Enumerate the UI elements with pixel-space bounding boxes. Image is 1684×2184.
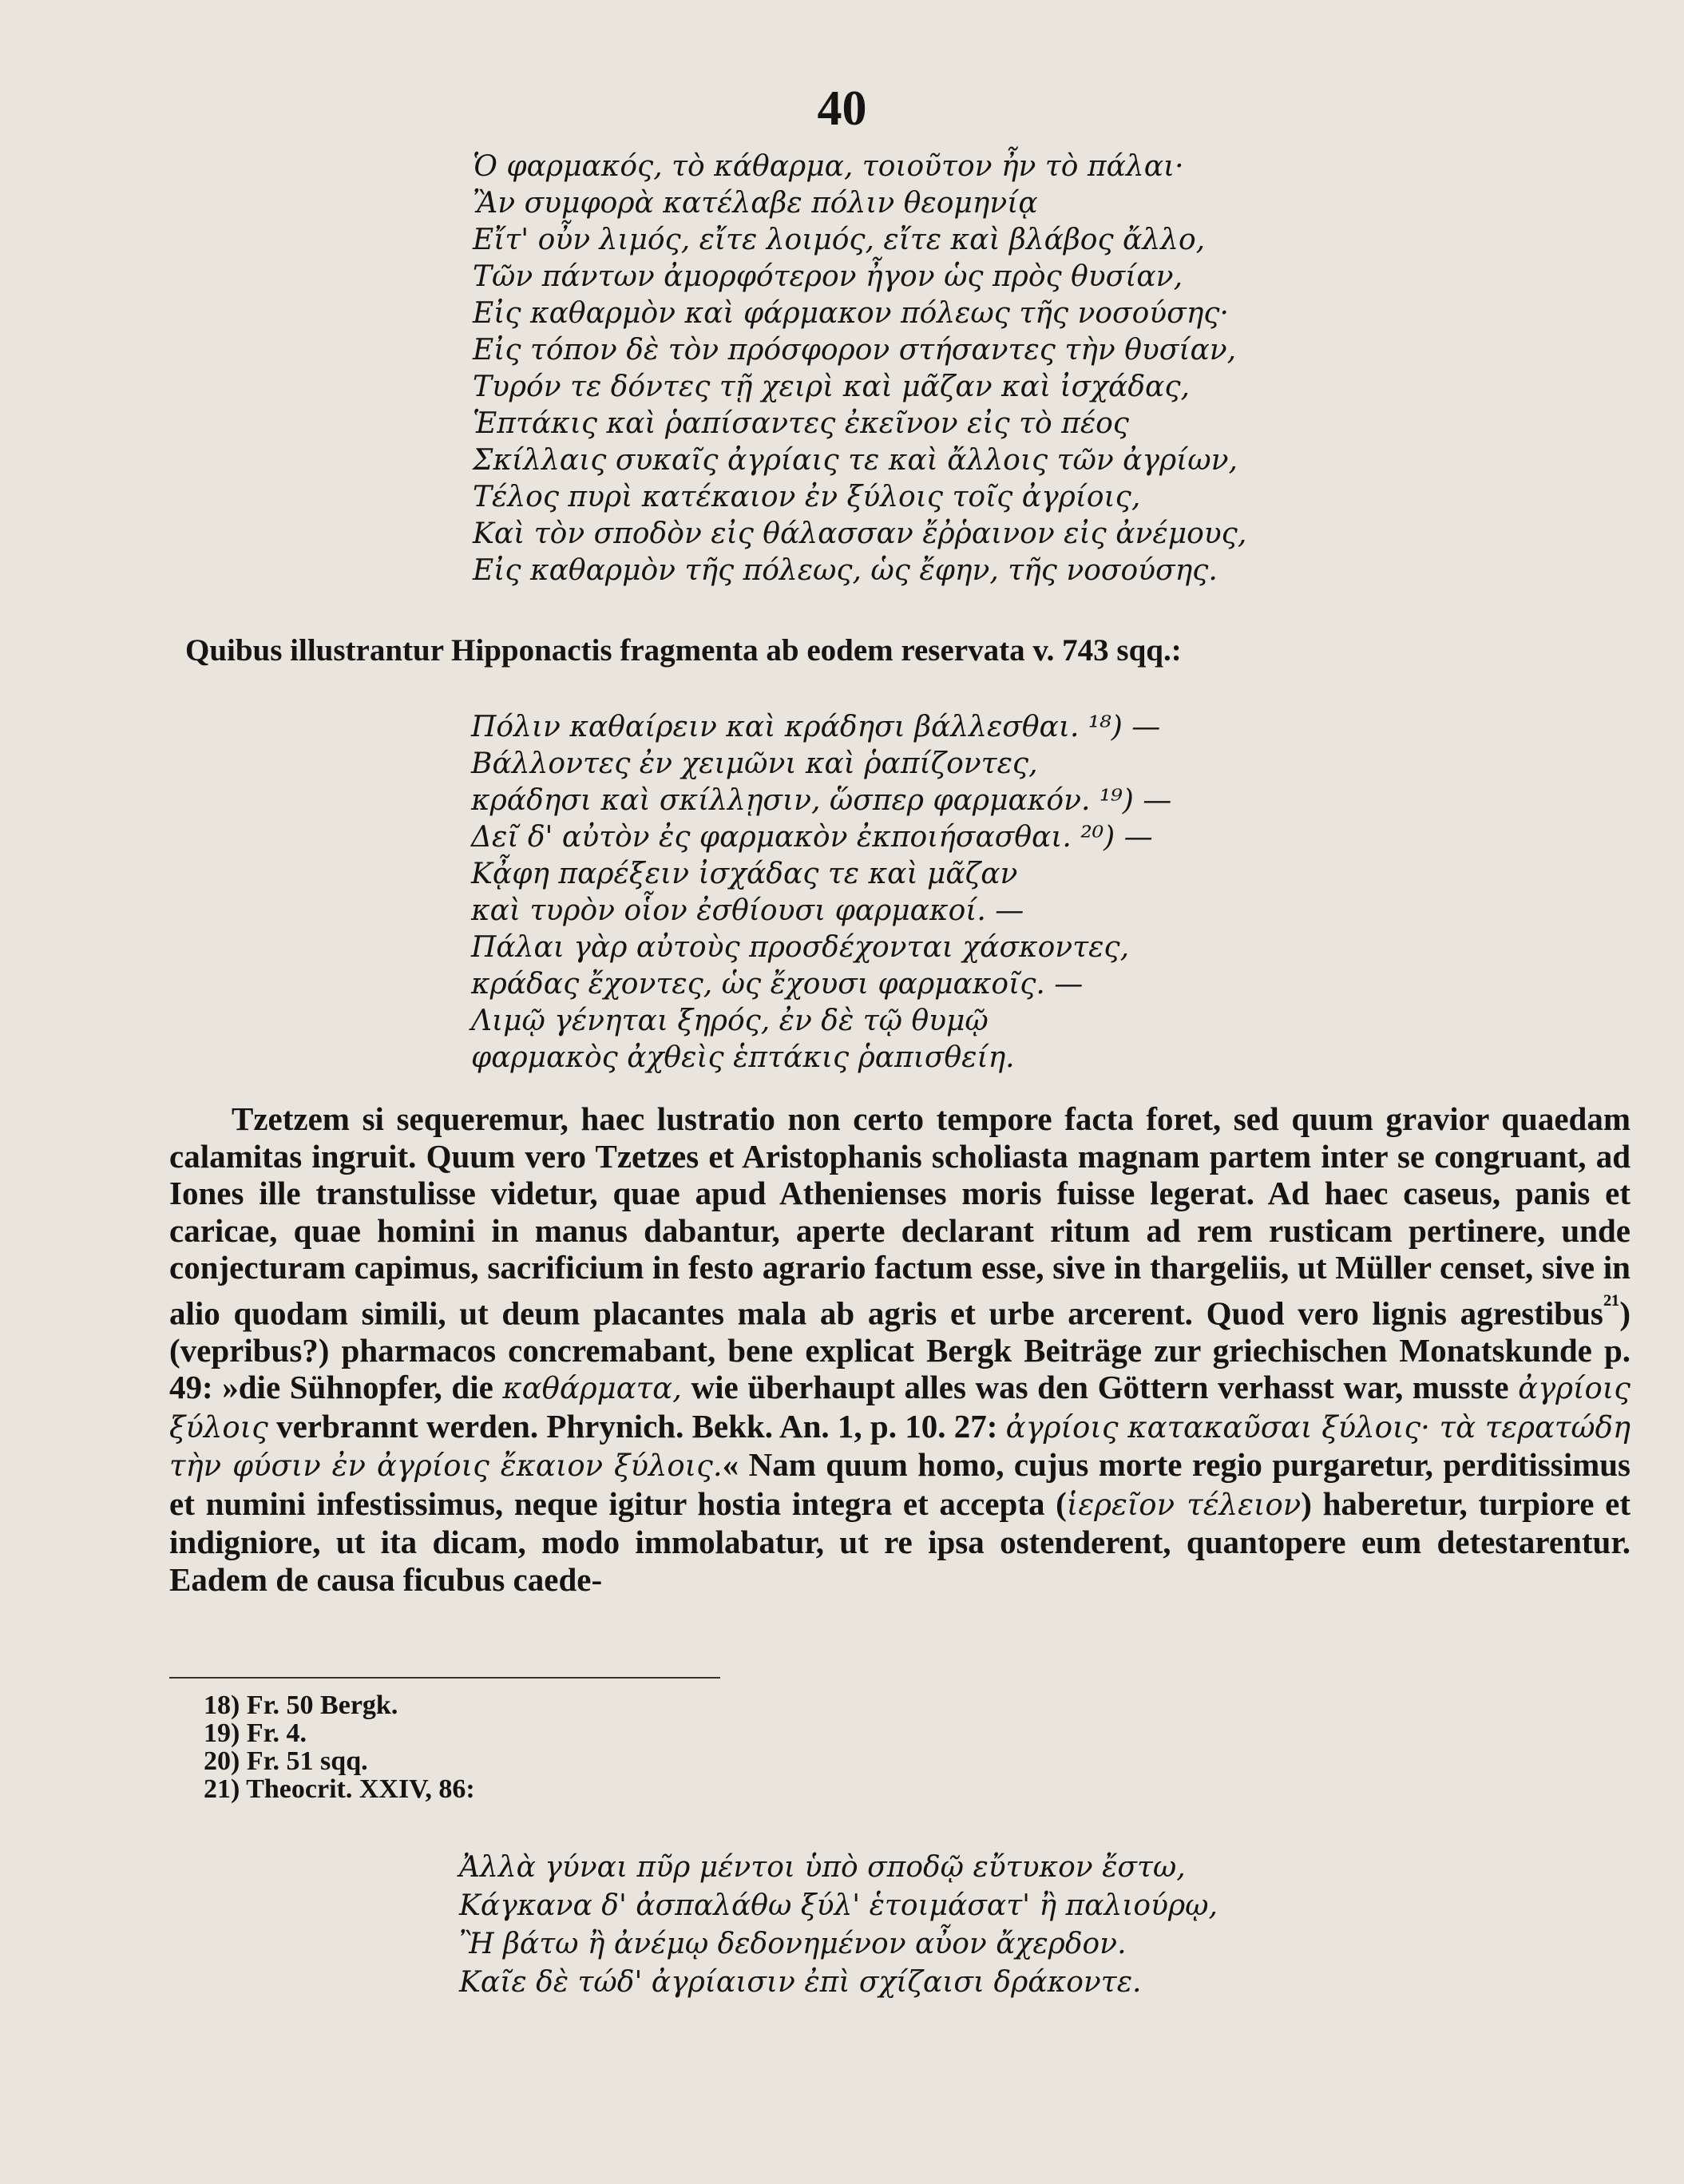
text-run: ) haberetur, turpiore et indigniore, ut ita dicam, modo immolabatur, ut re ipsa ostenderent, quantopere eum detestarentur. Eadem de causa ficubus caede- — [169, 1484, 1631, 1598]
verse-line: Εἰς καθαρμὸν τῆς πόλεως, ὡς ἔφην, τῆς νοσούσης. — [473, 554, 1218, 587]
verse-line: Εἰς τόπον δὲ τὸν πρόσφορον στήσαντες τὴν θυσίαν, — [473, 334, 1237, 367]
verse-line: Πόλιν καθαίρειν καὶ κράδησι βάλλεσθαι. ¹⁸) — — [471, 711, 1161, 743]
verse-line: Ἑπτάκις καὶ ῥαπίσαντες ἐκεῖνον εἰς τὸ πέος — [473, 407, 1129, 440]
verse-line: Καὶ τὸν σποδὸν εἰς θάλασσαν ἔῤῥαινον εἰς ἀνέμους, — [473, 517, 1247, 550]
footnotes — [204, 1691, 475, 1803]
text-run: ) (vepribus?) pharmacos concremabant, bene explicat Bergk Beiträge zur griechischen Monatskunde p. 49: »die Sühnopfer, die — [169, 1294, 1631, 1406]
verse-line: Κᾆφη παρέξειν ἰσχάδας τε καὶ μᾶζαν — [471, 858, 1018, 890]
body-paragraph — [169, 1100, 1631, 1598]
verse-line: Ἂν συμφορὰ κατέλαβε πόλιν θεομηνίᾳ — [473, 187, 1038, 220]
greek-quote: ἀγρίοις ξύλοις — [169, 1371, 1631, 1445]
verse-line: Ἀλλὰ γύναι πῦρ μέντοι ὑπὸ σποδῷ εὔτυκον ἔστω, — [459, 1851, 1186, 1884]
text-run: « Nam quum homo, cujus morte regio purgaretur, perditissimus et numini infestissimus, neque igitur hostia integra et accepta ( — [169, 1446, 1631, 1522]
verse-line: καὶ τυρὸν οἷον ἐσθίουσι φαρμακοί. — — [471, 894, 1024, 927]
intro-line: Quibus illustrantur Hipponactis fragmenta ab eodem reservata v. 743 sqq.: — [185, 633, 1182, 668]
footnote-divider — [169, 1677, 720, 1679]
footnote: 19) Fr. 4. — [204, 1718, 307, 1748]
greek-quote: καθάρματα, — [502, 1371, 682, 1406]
page-number: 40 — [817, 81, 867, 136]
verse-line: Ἢ βάτω ἢ ἀνέμῳ δεδονημένον αὖον ἄχερδον. — [459, 1928, 1127, 1960]
greek-quote: ἀγρίοις κατακαῦσαι ξύλοις· τὰ τερατώδη τὴν φύσιν ἐν ἀγρίοις ἔκαιον ξύλοις. — [169, 1409, 1631, 1484]
text-run: verbrannt werden. Phrynich. Bekk. An. 1, p. 10. 27: — [276, 1407, 998, 1445]
verse-line: Κάγκανα δ' ἀσπαλάθω ξύλ' ἑτοιμάσατ' ἢ παλιούρῳ, — [459, 1889, 1218, 1922]
footnote-ref-21: ²¹ — [1603, 1289, 1620, 1319]
verse-line: Τυρόν τε δόντες τῇ χειρὶ καὶ μᾶζαν καὶ ἰσχάδας, — [473, 371, 1190, 403]
verse-line: Βάλλοντες ἐν χειμῶνι καὶ ῥαπίζοντες, — [471, 747, 1038, 780]
verse-line: Εἴτ' οὖν λιμός, εἴτε λοιμός, εἴτε καὶ βλάβος ἄλλο, — [473, 224, 1206, 256]
footnote: 20) Fr. 51 sqq. — [204, 1746, 368, 1776]
verse-line: Ὁ φαρμακός, τὸ κάθαρμα, τοιοῦτον ἦν τὸ πάλαι· — [473, 150, 1184, 183]
footnote: 21) Theocrit. XXIV, 86: — [204, 1774, 475, 1804]
verse-line: Καῖε δὲ τώδ' ἀγρίαισιν ἐπὶ σχίζαισι δράκοντε. — [459, 1966, 1142, 1999]
verse-line: Τέλος πυρὶ κατέκαιον ἐν ξύλοις τοῖς ἀγρίοις, — [473, 481, 1141, 513]
footnote: 18) Fr. 50 Bergk. — [204, 1691, 398, 1720]
text-run: Tzetzem si sequeremur, haec lustratio non certo tempore facta foret, sed quum gravior quaedam calamitas ingruit. Quum vero Tzetzes et Aristophanis scholiasta magnam partem inter se congruant, ad Iones ille transtulisse videtur, quae apud Athenienses moris fuisse legerat. Ad haec caseus, panis et caricae, quae homini in manus dabantur, aperte declarant ritum ad rem rusticam pertinere, unde conjecturam capimus, sacrificium in festo agrario factum esse, sive in thargeliis, ut Müller censet, sive in alio quodam simili, ut deum placantes mala ab agris et urbe arcerent. Quod vero lignis agrestibus — [169, 1100, 1631, 1332]
verse-line: κράδας ἔχοντες, ὡς ἔχουσι φαρμακοῖς. — — [471, 968, 1084, 1001]
verse-line: φαρμακὸς ἀχθεὶς ἑπτάκις ῥαπισθείη. — [471, 1041, 1015, 1074]
verse-line: Λιμῷ γένηται ξηρός, ἐν δὲ τῷ θυμῷ — [471, 1005, 989, 1037]
theocritus-quote-block — [459, 1849, 1218, 2002]
text-run: wie überhaupt alles was den Göttern verhasst war, musste — [691, 1369, 1509, 1406]
verse-line: Τῶν πάντων ἀμορφότερον ἦγον ὡς πρὸς θυσίαν, — [473, 260, 1183, 293]
verse-line: Δεῖ δ' αὐτὸν ἐς φαρμακὸν ἐκποιήσασθαι. ²⁰) — — [471, 821, 1153, 854]
tzetzes-verse-block — [473, 149, 1246, 589]
verse-line: Εἰς καθαρμὸν καὶ φάρμακον πόλεως τῆς νοσούσης· — [473, 297, 1229, 330]
hipponax-fragments-block — [471, 709, 1171, 1076]
verse-line: Πάλαι γὰρ αὐτοὺς προσδέχονται χάσκοντες, — [471, 931, 1130, 964]
verse-line: κράδησι καὶ σκίλλῃσιν, ὥσπερ φαρμακόν. ¹⁹) — — [471, 784, 1172, 817]
greek-quote: ἱερεῖον τέλειον — [1066, 1487, 1302, 1522]
verse-line: Σκίλλαις συκαῖς ἀγρίαις τε καὶ ἄλλοις τῶν ἀγρίων, — [473, 444, 1238, 477]
